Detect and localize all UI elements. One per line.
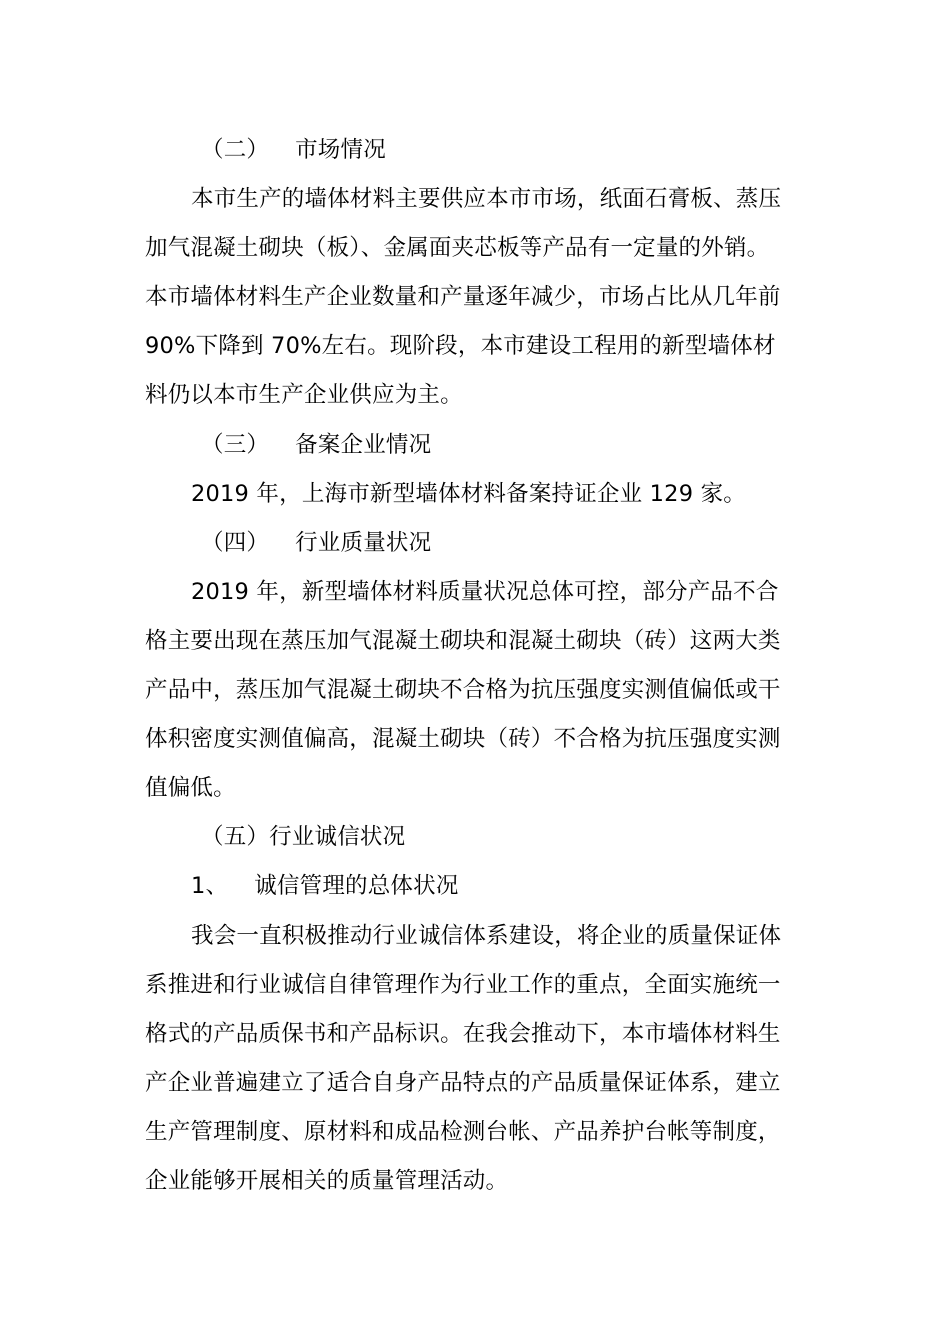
text-line: 2019 年，新型墙体材料质量状况总体可控，部分产品不合 <box>191 578 779 605</box>
heading-number: （二） <box>201 137 270 163</box>
text-line: 格主要出现在蒸压加气混凝土砌块和混凝土砌块（砖）这两大类 <box>145 627 781 654</box>
heading-title: 备案企业情况 <box>295 431 432 458</box>
text-line: 生产管理制度、原材料和成品检测台帐、产品养护台帐等制度， <box>145 1118 781 1145</box>
section-heading-market <box>145 126 817 175</box>
paragraph-industry-quality <box>145 568 817 813</box>
section-heading-industry-quality <box>145 519 817 568</box>
heading-title: 市场情况 <box>295 137 386 163</box>
section-heading-industry-integrity: （五）行业诚信状况 <box>201 824 406 851</box>
paragraph-registered-enterprises <box>145 470 817 519</box>
text-line: 产企业普遍建立了适合自身产品特点的产品质量保证体系，建立 <box>145 1069 781 1096</box>
heading-number: （四） <box>201 529 270 556</box>
subheading-integrity-management <box>145 862 817 911</box>
text-line: 值偏低。 <box>145 775 236 802</box>
text-line: 格式的产品质保书和产品标识。在我会推动下，本市墙体材料生 <box>145 1020 781 1047</box>
paragraph-market <box>145 175 817 420</box>
paragraph-integrity-management <box>145 912 817 1207</box>
text-line: 2019 年，上海市新型墙体材料备案持证企业 129 家。 <box>191 480 746 507</box>
text-line: 企业能够开展相关的质量管理活动。 <box>145 1167 509 1194</box>
text-line: 我会一直积极推动行业诚信体系建设，将企业的质量保证体 <box>191 922 782 949</box>
heading-number: （三） <box>201 431 270 458</box>
heading-title: 行业质量状况 <box>295 529 432 556</box>
text-line: 加气混凝土砌块（板）、金属面夹芯板等产品有一定量的外销。 <box>145 235 770 262</box>
text-line: 料仍以本市生产企业供应为主。 <box>145 382 463 409</box>
subheading-number: 1、 <box>191 873 229 900</box>
subheading-title: 诚信管理的总体状况 <box>254 873 459 900</box>
section-heading-registered-enterprises <box>145 421 817 470</box>
document-page <box>145 126 817 1206</box>
text-line: 系推进和行业诚信自律管理作为行业工作的重点，全面实施统一 <box>145 971 781 998</box>
text-line: 产品中，蒸压加气混凝土砌块不合格为抗压强度实测值偏低或干 <box>145 677 781 704</box>
text-line: 体积密度实测值偏高，混凝土砌块（砖）不合格为抗压强度实测 <box>145 726 781 753</box>
text-line: 本市墙体材料生产企业数量和产量逐年减少，市场占比从几年前 <box>145 284 781 311</box>
text-line: 90%下降到 70%左右。现阶段，本市建设工程用的新型墙体材 <box>145 333 776 360</box>
text-line: 本市生产的墙体材料主要供应本市市场，纸面石膏板、蒸压 <box>191 186 782 213</box>
